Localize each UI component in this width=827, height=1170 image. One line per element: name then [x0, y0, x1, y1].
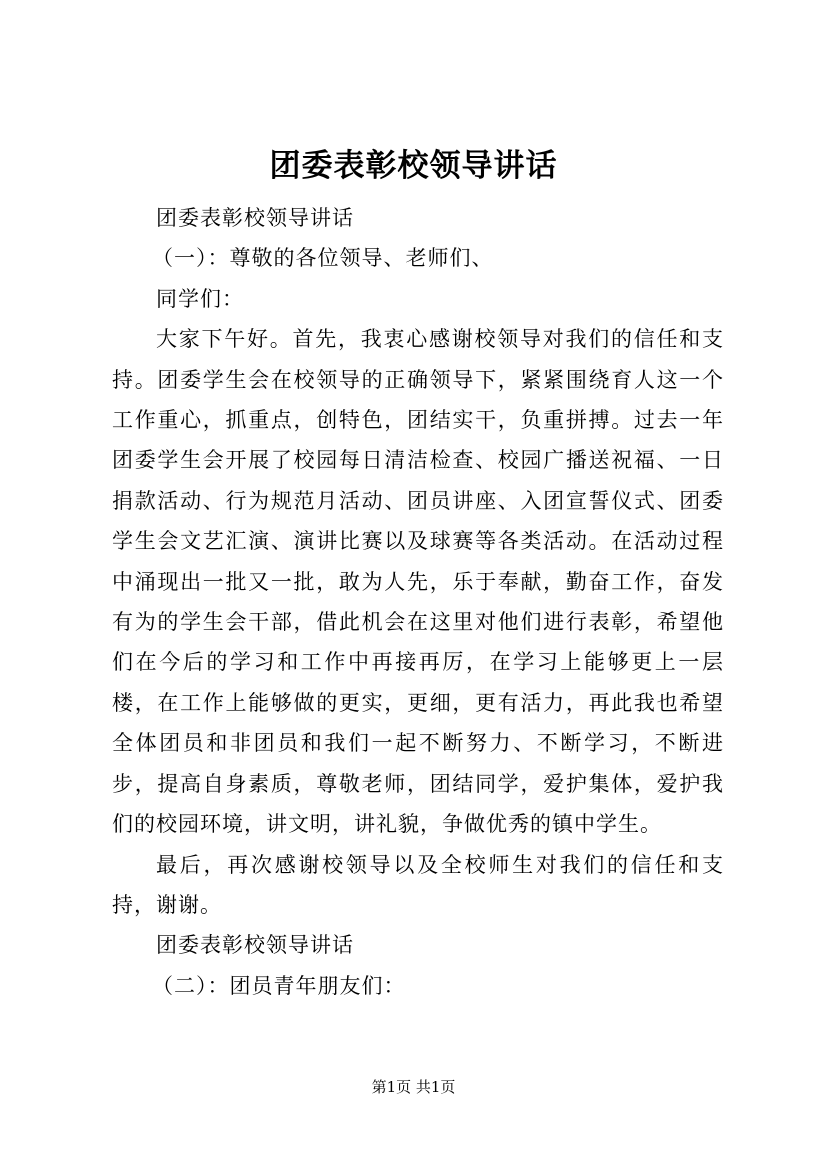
- paragraph-salutation-1: （一）：尊敬的各位领导、老师们、: [152, 246, 494, 271]
- page-footer: 第1页 共1页: [371, 1078, 456, 1096]
- document-title: 团委表彰校领导讲话: [269, 148, 558, 184]
- paragraph-subtitle-2: 团委表彰校领导讲话: [156, 933, 354, 958]
- document-body: [112, 198, 724, 1006]
- paragraph-body-main: 大家下午好。首先，我衷心感谢校领导对我们的信任和支持。团委学生会在校领导的正确领导下，紧紧围绕育人这一个工作重心，抓重点，创特色，团结实干，负重拼搏。过去一年团委学生会开展了校园每日清洁检查、校园广播送祝福、一日捐款活动、行为规范月活动、团员讲座、入团宣誓仪式、团委学生会文艺汇演、演讲比赛以及球赛等各类活动。在活动过程中涌现出一批又一批，敢为人先，乐于奉献，勤奋工作，奋发有为的学生会干部，借此机会在这里对他们进行表彰，希望他们在今后的学习和工作中再接再厉，在学习上能够更上一层楼，在工作上能够做的更实，更细，更有活力，再此我也希望全体团员和非团员和我们一起不断努力、不断学习，不断进步，提高自身素质，尊敬老师，团结同学，爱护集体，爱护我们的校园环境，讲文明，讲礼貌，争做优秀的镇中学生。: [112, 327, 724, 837]
- paragraph-body-closing: 最后，再次感谢校领导以及全校师生对我们的信任和支持，谢谢。: [112, 852, 724, 917]
- paragraph-salutation-2: 同学们：: [156, 286, 244, 311]
- paragraph-subtitle: 团委表彰校领导讲话: [156, 206, 354, 230]
- paragraph-salutation-3: （二）：团员青年朋友们：: [152, 973, 406, 998]
